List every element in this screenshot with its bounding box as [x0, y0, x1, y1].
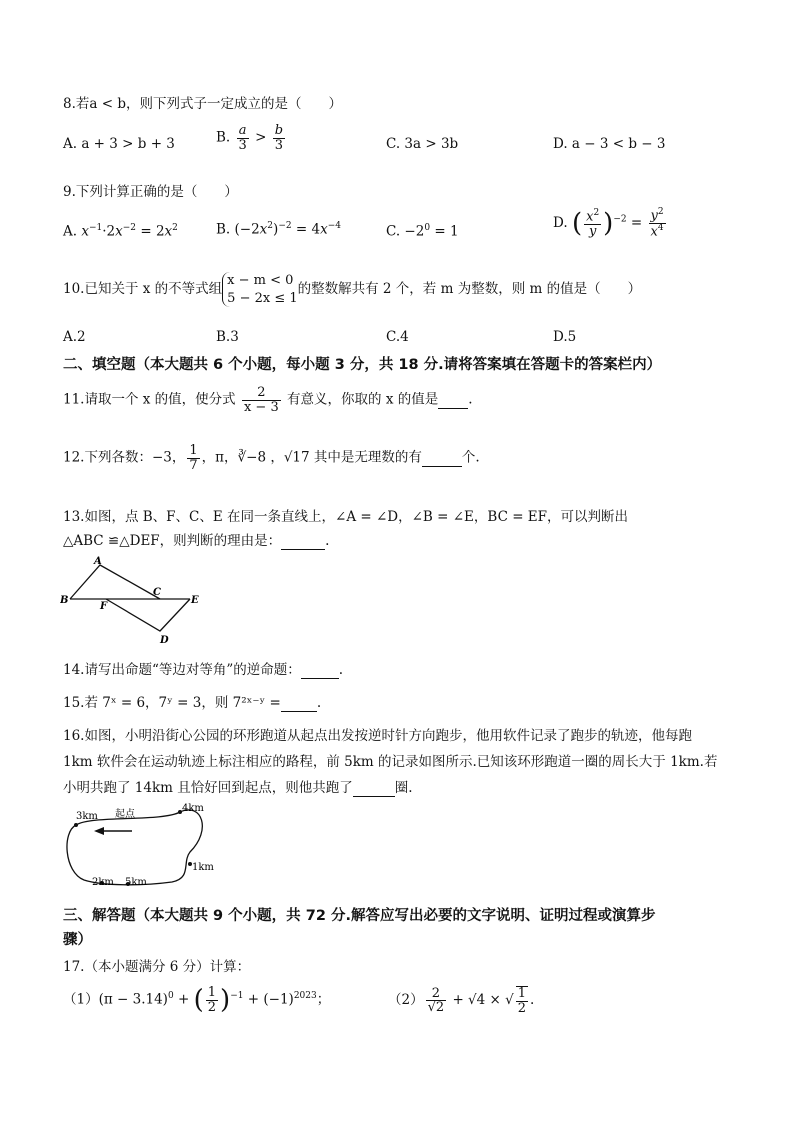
label-f: F	[100, 601, 108, 612]
start-label: 起点	[115, 809, 135, 820]
q17-stem: 17.（本小题满分 6 分）计算：	[63, 959, 251, 975]
label-d: D	[160, 635, 169, 645]
q8-option-c: C. 3a > 3b	[386, 136, 459, 152]
q16-line1: 16.如图，小明沿街心公园的环形跑道从起点出发按逆时针方向跑步，他用软件记录了跑步的轨迹，他每跑	[63, 728, 692, 744]
q8-option-d: D. a − 3 < b − 3	[553, 136, 666, 152]
label-5km: 5km	[125, 877, 147, 888]
q8-stem: 8.若a < b，则下列式子一定成立的是（ ）	[63, 96, 342, 112]
label-3km: 3km	[76, 811, 98, 822]
q9-option-b: B. $(-2x^2)^{-2} = 4x^{-4}$	[216, 221, 341, 238]
triangle-figure	[60, 555, 210, 645]
label-a: A	[94, 556, 102, 567]
q10-stem: 10.已知关于 x 的不等式组 x − m < 0 5 − 2x ≤ 1 的整数解共有 2 个，若 m 为整数，则 m 的值是（ ）	[63, 273, 642, 306]
label-1km: 1km	[192, 862, 214, 873]
label-c: C	[153, 587, 161, 598]
section-3-heading-line1: 三、解答题（本大题共 9 个小题，共 72 分.解答应写出必要的文字说明、证明过程或演算步	[63, 908, 656, 924]
q10-option-b: B.3	[216, 329, 239, 345]
section-2-heading: 二、填空题（本大题共 6 个小题，每小题 3 分，共 18 分.请将答案填在答题卡的答案栏内）	[63, 357, 662, 373]
q9-option-c: C. $-2^0 = 1$	[386, 223, 459, 240]
q16-line3: 小明共跑了 14km 且恰好回到起点，则他共跑了 圈.	[63, 780, 413, 796]
q11: 11.请取一个 x 的值，使分式 $\frac{2}{x - 3}$ 有意义，你取的 x 的值是 .	[63, 385, 473, 415]
label-b: B	[60, 595, 69, 606]
track-figure	[62, 800, 222, 890]
q17-part2: （2） $\frac{2}{√2}$ + √4 × √ $\frac{1}{2}$ .	[388, 985, 535, 1016]
label-2km: 2km	[92, 877, 114, 888]
q13-line1: 13.如图，点 B、F、C、E 在同一条直线上，∠A = ∠D，∠B = ∠E，BC = EF，可以判断出	[63, 509, 629, 525]
q9-stem: 9.下列计算正确的是（ ）	[63, 184, 238, 200]
q8-option-a: A. a + 3 > b + 3	[63, 136, 175, 152]
q10-option-a: A.2	[63, 329, 86, 345]
q10-option-d: D.5	[553, 329, 577, 345]
q9-option-d: D. ( $\frac{x^2}{y}$ )$^{-2}$ = $\frac{y^2}{x^4}$	[553, 207, 664, 240]
q10-option-c: C.4	[386, 329, 409, 345]
q17-part1: $(1)(\pi - 3.14)^0$ + ( $\frac{1}{2}$ )$^{-1} + (-1)^{2023}$；	[63, 985, 331, 1016]
label-4km: 4km	[182, 803, 204, 814]
q14: 14.请写出命题“等边对等角”的逆命题： .	[63, 662, 344, 678]
q15: 15.若 7ˣ = 6，7ʸ = 3，则 7²ˣ⁻ʸ = .	[63, 695, 322, 711]
section-3-heading-line2: 骤）	[63, 932, 92, 948]
inequality-system: x − m < 0 5 − 2x ≤ 1	[222, 272, 297, 307]
q16-line2: 1km 软件会在运动轨迹上标注相应的路程，前 5km 的记录如图所示.已知该环形跑道一圈的周长大于 1km.若	[63, 754, 718, 770]
q12: 12.下列各数：−3， $\frac{1}{7}$ ，π，∛−8 ，√17 其中是无理数的有 个.	[63, 443, 480, 473]
q8-option-b: B. $\frac{a}{3}$ > $\frac{b}{3}$	[216, 123, 284, 153]
q9-option-a: A. $x^{-1}\cdot 2x^{-2} = 2x^2$	[63, 223, 178, 240]
label-e: E	[191, 595, 199, 606]
q13-line2: △ABC ≌△DEF，则判断的理由是： .	[63, 533, 330, 549]
